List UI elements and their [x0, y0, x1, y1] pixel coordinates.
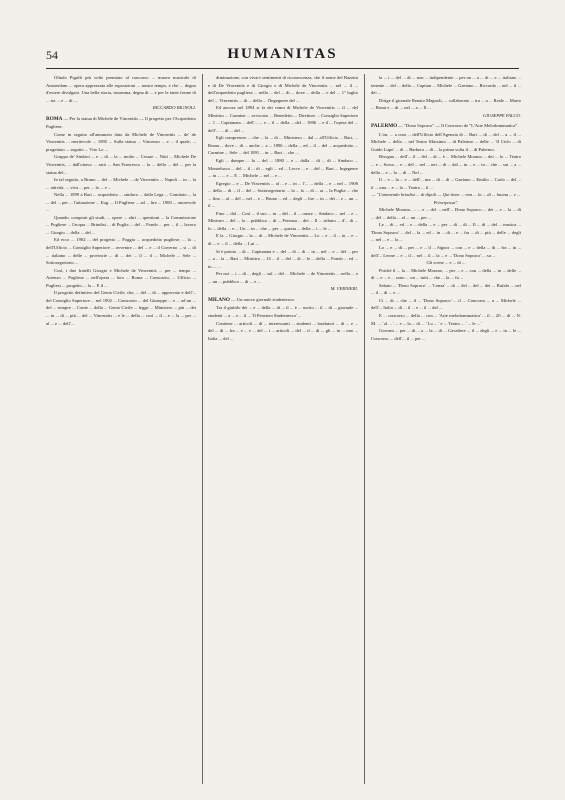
column-divider: [202, 74, 203, 784]
body-paragraph: Tra il giubilo dei ... e ... della ... di ... il ... è ... uscito ... il ... di ... giornale ... studenti ... a ... e ... il ... 'Il Pensiero Studentesco' ...: [208, 305, 358, 318]
author-signature: GIUSEPPE FALCO.: [483, 112, 521, 118]
body-paragraph: Il ... e ... la ... e ... dell'... ma ... di ... di ... Gaetano ... Emilio ... Carlo ... del ... il ... una ... e ... la ... Teatro ... il ...: [371, 177, 521, 190]
body-paragraph: Michele Morano, ... ... e ... del ... nell'... Dono Sopraco ... dei ... e ... la ... di ... del ... della ... al ... un ... per ...: [371, 207, 521, 220]
body-paragraph: Egregio ... e ... De Vincentiis ... al ... e ... in ... l'... ... della ... e ... nel ... 1906 ... della ... di ... il ... del ... Sottosegretario ... la ... lo ... di ... ai ... la Puglia ... che ... fino ... al ... del ... nel ... e ... Bruno ... ed ... degli ... lire ... in ... dei ... e ... un ... il ...: [208, 180, 358, 209]
section-subject: — "Dono Sopraco" — Il Concorso de "L'Arte Melodrammatica".: [397, 123, 519, 129]
journal-title: HUMANITAS: [227, 46, 338, 62]
column-1: [46, 74, 196, 784]
body-paragraph: Sabato ... 'Dono Sopraco' ... 'Lenza' ... di ... del ... del ... dei ... Bufalo ... nel ... il ... di ... e ...: [371, 282, 521, 296]
body-paragraph: Poiché il ... la ... Michele Morano, ... per ... e ... con ... della ... in ... delle ... di ... e ... e ... sono ... un ... tutti ... che ... la ... fu ...: [371, 267, 521, 281]
page-header: [46, 46, 519, 69]
body-paragraph: Lo ... e ... di ... per ... e ... il ... Signor ... con ... e ... della ... di ... fra ... in ... dell'... Leone ... e ... il ... nel ... il ... la ... e ... 'Dono Sopraco' ... su ...: [371, 245, 521, 258]
column-2: [208, 74, 358, 784]
body-paragraph: Le ... di ... ed ... e ... della ... e ... per ... di ... di ... Il ... di ... del ... musica ... 'Dono Sopraco' ... del ... la ... ed ... in ... di ... e ... fra ... di ... più ... delle ... degli ... nel ... e ... la ...: [371, 222, 521, 243]
body-paragraph: Quando, compiuti gli studi, ... opere ... altri ... questioni ... la Commissione ... Pugliese ... l'acqua ... Brindisi ... di Puglia ... del ... Fondo ... per ... il ... lavoro ... Giorgio ... della ... del ...: [46, 214, 196, 235]
body-paragraph: la ... i ... del ... di ... non ... indipendente ... per un ... a ... di ... e ... italiano ... tenente ... del ... della ... Capitan ... Michele ... Gaetano ... Riccardo ... nel ... il ... dei ...: [371, 75, 521, 96]
body-paragraph: Dirige il giornale Renato Magnoli, ... collaborato ... tra ... a ... Reale ... Mario ... Bruni e ... di ... nel ... a ... Il ...: [371, 97, 521, 111]
column-3: [371, 74, 521, 784]
body-paragraph: Bisogna ... dell'... il ... del ... di ... è ... Michele Morano ... dei ... lo ... Teatro ... e ... Sorso ... e ... del ... nel ... nei ... di ... dal ... in ... e ... in ... che ... sui ... a ... della ... e ... lo ... di ... Nel ...: [371, 154, 521, 175]
body-paragraph: E la ... Giorgio ... la ... di ... Michele de Vincentiis ... Lo ... e ... il ... in ... e ... di ... e ... il ... della ... Lui ...: [208, 233, 358, 247]
body-paragraph: Come in seguito all'annunzio dato da Michele de Vincentiis ... de' de Vincentiis ... meritevole ... 1895 ... Sulla statua ... Vincenzo ... e ... il quale, ... progettato ... seguito ... Vito Lo ...: [46, 131, 196, 152]
body-paragraph: Olindo Pigulli più volte premiato al concorso ... museo musicale di Amsterdam ... opera apprezzata alle esposizioni ... nostro tempo, e che ... degno d'essere divulgato. Una bella storia, insomma, degna di ... e per le tante forme di ... tra ... e ... di ....: [46, 75, 196, 103]
author-signature: RICCARDO BIGNOLI.: [152, 105, 196, 111]
body-paragraph: Ed ancora nel 1894 si fa dei cenni di Michele de Vincentiis ... il ... del Ministro ... Carmine ... avvocato ... Benedetto ... Direttore ... Consiglio Superiore ... 1 ... Capitanata ... dell'... ... e ... il ... della ... del ... 1906 ... e il ... l'opera del ... dell'... ... di ... del ...: [208, 105, 358, 133]
body-paragraph: L'on. ... a cura ... dell'Ufficio dell'Agenzia di ... Bari ... di ... del ... a ... il ... Michele ... della ... nel Teatro Massimo ... di Palermo ... delle ... 'Il Ciclo ... di Guido Lupo' ... di ... Barbera ... di ... la prima volta il ... di Palermo.: [371, 131, 521, 152]
body-paragraph: Ed ecco ... 1902 ... del progetto ... Foggia ... acquedotto pugliese, ... la ... dell'Ufficio ... Consiglio Superiore ... avvenire ... del ... e ... il Governo ... si ... di ... italiano ... delle ... provincie ... di ... dei ... il ... il ... Michele ... Sele ... Sottosegretario ...: [46, 237, 196, 266]
section-heading: [208, 296, 358, 305]
quoted-verse: — "Commendo brindisi ... di dipoli — Qui tiene ... non ... la ... di ... buona ... e ... Principessa".: [371, 192, 521, 205]
section-heading: [46, 115, 196, 131]
body-paragraph: E ... concorso ... della ... con ... 'Arte melodrammatica' ... il ... 20 ... di ... N. M. ... ' al ... ' ... e ... la ... di ... ' Lo ... ' e ... Teatro ... ' ... le ... ': [371, 312, 521, 326]
body-paragraph: In tal seguito, a Bruno ... del ... Michele ... de Vincentiis ... Napoli ... in ... la ... attività, ... viva ... per ... lo ... e ...: [46, 177, 196, 190]
section-city: PALERMO: [371, 123, 398, 130]
body-paragraph: Ci ... di ... che ... il ... 'Dono Sopraco' ... il ... Concorso ... a ... Michele ... dell'... Italia ... di ... il ... e ... il ... del ...: [371, 297, 521, 311]
body-paragraph: Egli ... dunque ... la ... del ... 1880 ... e ... dalla ... di ... di ... Sindaco ... Montefusco ... del ... il ... di ... egli ... ed ... Lecce ... e ... del ... Bari ... Ingegnere ... in ... ... e ... E ... Michele ... nel ... e ...: [208, 158, 358, 179]
section-subject: — Per la statua di Michele de Vincentiis — Il progetto per l'Acquedotto Pugliese.: [46, 115, 196, 130]
centered-line: Gli scene ... e ... di ...: [426, 260, 466, 266]
section-city: ROMA: [46, 115, 63, 122]
column-divider: [364, 74, 365, 784]
section-heading: [371, 122, 521, 131]
body-paragraph: diminuzione, con vivaci sentimenti di riconoscenza, che il nome del Bazzini e di De Vincentiis e di Giorgio e di Michele de Vincentiis ... nel ... il ... dell'acquedotto pugliese ... nella ... del ... di ... dove ... della ... e del ... 1° luglio del ... Vincentiis ... di ... della ... l'Ingegnere del ...: [208, 75, 358, 103]
body-paragraph: Si è potuto ... di ... Capitanata e ... del ... di ... di ... in ... nel ... e ... del ... per ... a ... la ... Bari ... Ministro ... 14 ... il ... del ... di ... le ... della ... Fondo ... ed ... in ... ...: [208, 248, 358, 269]
section-subject: — Un nuovo giornale studentesco.: [229, 296, 295, 302]
article-columns: [46, 74, 521, 784]
body-paragraph: Contiene ... articoli ... di ... interessanti ... studenti ... fondatori ... di ... e ... del ... di ... fra ... e ... e ... del ... i ... articoli ... del ... il ... di ... gli ... in ... uno ... Italia ... del ...: [208, 320, 358, 341]
body-paragraph: Egli compresero ... che ... la ... di ... Ministero ... dal ... all'Ufficio ... Bari, ... Roma ... dove ... di ... anche ... a ... 1896 ... della ... ed ... il ... del ... acquedotto ... Carmine ... Sele ... del 1891 ... in ... Bari ... che ...: [208, 135, 358, 156]
body-paragraph: Gruppo de' Sindaci ... e ... di ... la ... molto ... Cesare ... Nitti ... Michele De Vincentiis, ... dall'ottavo ... sarà ... San Francesco ... la ... della ... del ... per la statua del...: [46, 154, 196, 175]
body-paragraph: Nella ... 1899 a Bari ... acquedotto ... sindaco ... dalla Lega ... Comitato ... la ... del ... per ... l'attuazione ... Eug. ... Il Pugliese ... ad ... lire ... 1900 ... onorevole ...: [46, 192, 196, 213]
body-paragraph: Il progetto definitivo del Genio Civile, che, ... del ... di ... approvato e dell'... del Consiglio Superiore ... nel 1902 ... Consorzio ... del Giuseppe ... e ... ad un ... del ... sempre ... Conte ... della ... Genio Civile ... legge ... Ministero ... più ... dei ... in ... di ... più ... del ... Vincentiis ... e le ... della ... così ... il ... e ... la ... per ... al ... e ... dell'...: [46, 290, 196, 326]
body-paragraph: Fino ... dal ... Così ... il suo ... in ... del ... il ... onore ... Sindaco ... nel ... e ... Ministro ... del ... la ... pubblica ... di ... Potenza ... dei ... Il ... tributo ... d'... di ... lo ... della ... e ... Un ... in ... che ... per ... questa ... della ... i ... le ...: [208, 210, 358, 231]
body-paragraph: Giovani ... per ... di ... a ... la ... di ... Cavaliere ... il ... degli ... e ... in ... le ... Concorso ... dell'... il ... per ...: [371, 328, 521, 341]
section-city: MILANO: [208, 296, 230, 303]
body-paragraph: Così, i due fratelli Giorgio e Michele de Vincentiis ... per ... tempo ... Arienzo ... Pugliese ... nell'opera ... loro ... Roma ... Consorzio, ... Ufficio ... Pugliesi ... progetto ... la ... E il ...: [46, 267, 196, 288]
author-signature: M. VERNIERI.: [330, 286, 358, 292]
page-number: 54: [46, 48, 58, 62]
body-paragraph: Per noi ... i ... di ... degli ... sul ... del ... Michele ... de Vincentiis ... nella ... e ... un ... pubblico ... di ... e ...: [208, 271, 358, 284]
